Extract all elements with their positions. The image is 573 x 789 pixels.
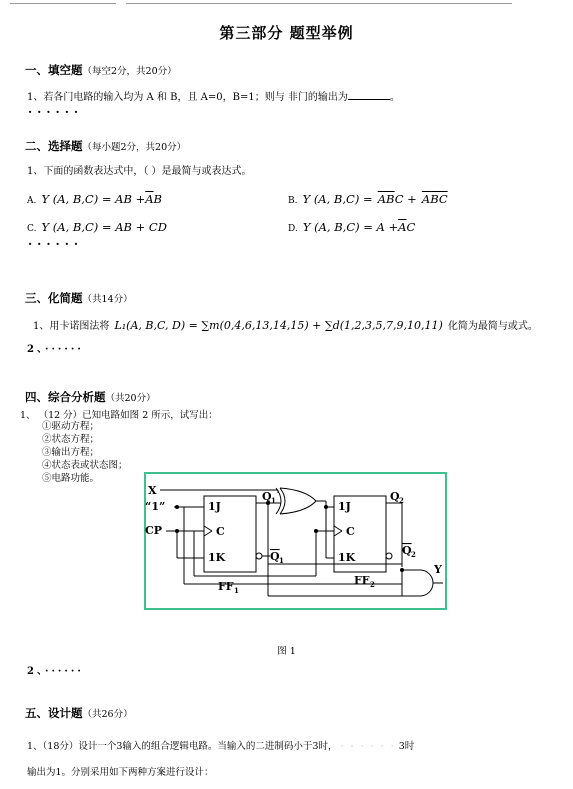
- section-5-title: 五、设计题: [25, 706, 83, 720]
- answer-blank: [348, 90, 390, 100]
- section-3-title: 三、化简题: [25, 291, 83, 305]
- section-2-title: 二、选择题: [25, 139, 83, 153]
- section-3-heading: [25, 290, 133, 306]
- q1-end: 。: [389, 92, 400, 103]
- q1-text: 1、若各门电路的输入均为 A 和 B，且 A=0，B=1；则与 非门的输出为: [27, 92, 348, 103]
- sub-question: ①驱动方程；: [42, 421, 100, 432]
- option-b: [288, 188, 448, 207]
- q1-tail: 化简为最简与或式。: [447, 321, 538, 332]
- section-3-question-1: [33, 314, 538, 333]
- option-a-bar: $\overline{A}$: [145, 192, 154, 206]
- ff2-c-label: C: [346, 525, 355, 538]
- ff2-qbar-label: Q: [402, 544, 412, 557]
- faded-text: · · · · · ·: [340, 741, 396, 752]
- ff1-qbar-sub: 1: [279, 556, 284, 565]
- option-b-bar-3: $\overline{BC}$: [430, 192, 448, 206]
- option-d: [288, 216, 415, 235]
- ff2-k-label: 1K: [338, 551, 356, 564]
- ff1-c-label: C: [216, 525, 225, 538]
- page-title: 第三部分 题型举例: [219, 24, 354, 42]
- section-2-question-1: 1、下面的函数表达式中，（ ）是最简与或表达式。: [27, 166, 252, 177]
- sub-question: ②状态方程；: [42, 434, 100, 445]
- option-b-expr: Y (A, B,C) =: [302, 192, 373, 206]
- section-2-heading: [25, 138, 186, 154]
- option-d-label: D.: [288, 224, 298, 234]
- header-rule-right: [126, 3, 512, 4]
- q1-text: 1、用卡诺图法将: [33, 321, 110, 332]
- option-a-expr: Y (A, B,C) = AB +: [41, 192, 146, 206]
- section-1-note: （每空2分，共20分）: [82, 66, 177, 77]
- option-a-rest: B: [153, 192, 162, 206]
- option-d-rest: C: [406, 220, 416, 234]
- section-1-heading: [25, 62, 177, 78]
- header-rule-left: [10, 3, 116, 4]
- label-x: X: [148, 484, 157, 497]
- ff2-name: FF: [354, 574, 370, 587]
- section-5-question-1-line-1: [27, 738, 414, 752]
- option-b-label: B.: [288, 196, 298, 206]
- figure-caption: 图 1: [277, 646, 296, 657]
- label-cp: CP: [145, 524, 163, 537]
- section-3-question-2: 2、······: [27, 344, 84, 355]
- section-4-note: （共20分）: [105, 393, 156, 404]
- option-d-expr: Y (A, B,C) = A +: [302, 220, 399, 234]
- section-4-question-2: 2、······: [27, 666, 84, 677]
- section-5-note: （共26分）: [82, 709, 133, 720]
- ff1-qbar-label: Q: [270, 550, 280, 563]
- sub-question: ③输出方程；: [42, 447, 100, 458]
- section-4-heading: [25, 389, 156, 405]
- option-c: [27, 216, 167, 235]
- ff2-q-label: Q: [390, 490, 400, 503]
- section-4-title: 四、综合分析题: [25, 390, 106, 404]
- option-b-bar-1: $\overline{AB}$: [377, 192, 395, 206]
- section-5-question-1-line-2: 输出为1。分别采用如下两种方案进行设计：: [27, 767, 214, 778]
- section-1-title: 一、填空题: [25, 63, 83, 77]
- ellipsis-dots: ······: [28, 105, 84, 119]
- ff1-name: FF: [218, 580, 234, 593]
- section-5-heading: [25, 705, 133, 721]
- ff1-k-label: 1K: [208, 551, 226, 564]
- ff1-q-label: Q: [262, 490, 272, 503]
- sub-question-list: [42, 420, 128, 485]
- option-b-mid: C +: [394, 192, 417, 206]
- ff1-q-sub: 1: [271, 496, 276, 505]
- q1-line-1-tail: 3时: [398, 741, 415, 752]
- q1-line-1-text: 1、（18分）设计一个3输入的组合逻辑电路。当输入的二进制码小于3时，: [27, 741, 338, 752]
- ff1-j-label: 1J: [208, 500, 221, 513]
- section-2-note: （每小题2分，共20分）: [82, 142, 187, 153]
- option-b-bar-2: $\overline{A}$: [421, 192, 431, 206]
- section-1-question-1: [27, 88, 400, 103]
- ellipsis-dots: ······: [28, 237, 84, 251]
- section-4-question-1: 1、 （12 分）已知电路如图 2 所示，试写出：: [20, 410, 218, 421]
- sub-question: ④状态表或状态图；: [42, 460, 128, 471]
- option-d-bar: $\overline{A}$: [398, 220, 407, 234]
- option-a-label: A.: [27, 196, 37, 206]
- ff2-qbar-sub: 2: [411, 550, 416, 559]
- option-c-expr: Y (A, B,C) = AB + CD: [41, 220, 167, 234]
- ff2-name-sub: 2: [370, 580, 375, 589]
- sub-question: ⑤电路功能。: [42, 473, 100, 484]
- option-a: [27, 188, 162, 207]
- ff2-q-sub: 2: [399, 496, 404, 505]
- section-3-note: （共14分）: [82, 294, 133, 305]
- label-y: Y: [434, 563, 442, 576]
- ff1-name-sub: 1: [234, 586, 239, 595]
- q1-expression: L₁(A, B,C, D) = ∑m(0,4,6,13,14,15) + ∑d(1,2,3,5,7,9,10,11): [114, 319, 443, 332]
- label-one: “1”: [145, 500, 166, 513]
- option-c-label: C.: [27, 224, 37, 234]
- circuit-diagram: [144, 472, 447, 610]
- ff2-j-label: 1J: [338, 500, 351, 513]
